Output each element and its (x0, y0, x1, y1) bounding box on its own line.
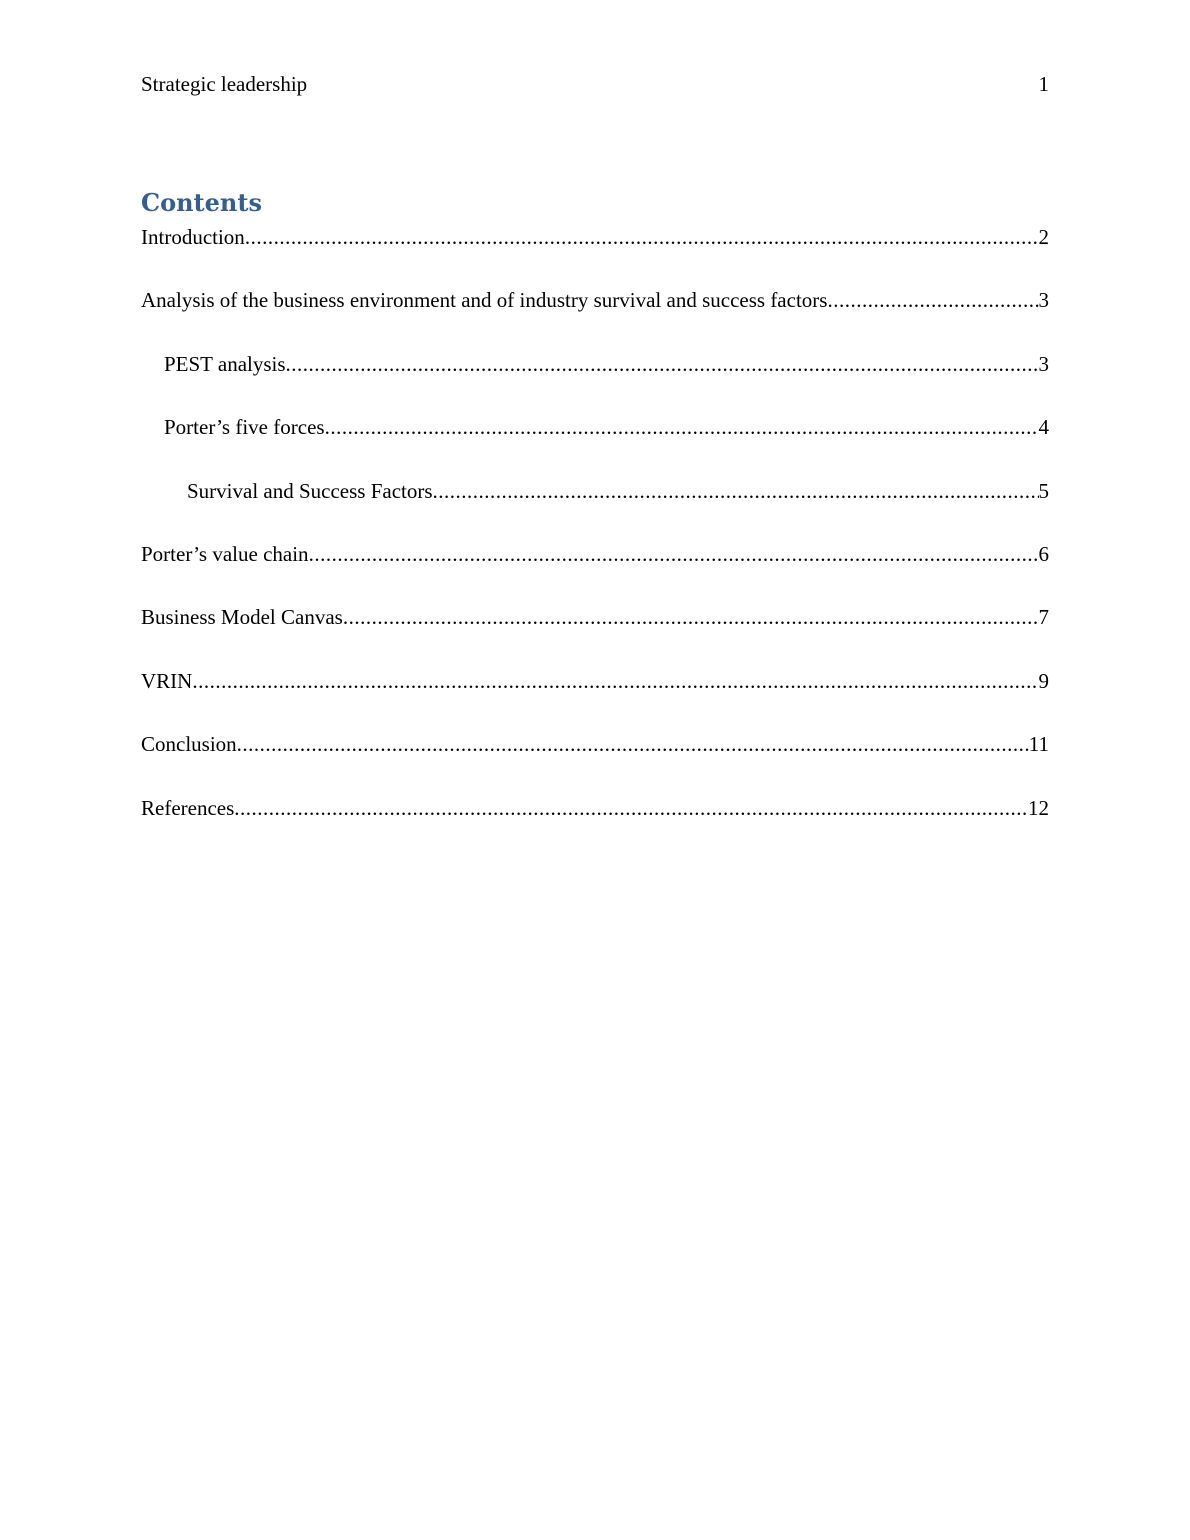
toc-entry-label: Conclusion (141, 732, 237, 757)
toc-entry-page: 7 (1038, 605, 1049, 630)
toc-entry-page: 3 (1038, 351, 1049, 376)
table-of-contents (141, 222, 1049, 856)
header-title: Strategic leadership (141, 72, 308, 96)
toc-entry-page: 3 (1038, 288, 1049, 313)
toc-entry-page: 11 (1028, 732, 1049, 757)
dot-leader (286, 349, 1039, 379)
dot-leader (433, 476, 1039, 506)
dot-leader (245, 222, 1039, 252)
header-page-number: 1 (1038, 72, 1049, 96)
toc-entry-references[interactable] (141, 793, 1049, 856)
toc-entry-label: Survival and Success Factors (187, 478, 433, 503)
dot-leader (827, 285, 1038, 315)
toc-entry-page: 5 (1038, 478, 1049, 503)
toc-entry-page: 9 (1038, 668, 1049, 693)
toc-entry-business-environment[interactable] (141, 285, 1049, 348)
toc-entry-business-model-canvas[interactable] (141, 602, 1049, 665)
dot-leader (234, 793, 1028, 823)
running-header (141, 70, 1049, 98)
toc-entry-vrin[interactable] (141, 666, 1049, 729)
toc-entry-page: 2 (1038, 225, 1049, 249)
toc-entry-porters-value-chain[interactable] (141, 539, 1049, 602)
toc-entry-label: Porter’s five forces (164, 415, 325, 440)
toc-entry-label: PEST analysis (164, 351, 286, 376)
toc-entry-label: Introduction (141, 225, 245, 249)
toc-entry-page: 12 (1028, 795, 1049, 820)
toc-entry-survival-success-factors[interactable] (141, 476, 1049, 539)
toc-entry-introduction[interactable] (141, 222, 1049, 285)
toc-entry-page: 6 (1038, 541, 1049, 566)
toc-entry-porters-five-forces[interactable] (141, 412, 1049, 475)
toc-entry-label: Porter’s value chain (141, 541, 309, 566)
toc-entry-page: 4 (1038, 415, 1049, 440)
toc-entry-label: Business Model Canvas (141, 605, 343, 630)
toc-heading: Contents (141, 188, 262, 217)
toc-entry-pest-analysis[interactable] (141, 349, 1049, 412)
toc-entry-label: Analysis of the business environment and of industry survival and success factors (141, 288, 828, 313)
dot-leader (192, 666, 1038, 696)
dot-leader (237, 729, 1029, 759)
dot-leader (325, 412, 1039, 442)
toc-entry-label: VRIN (141, 668, 193, 693)
dot-leader (309, 539, 1039, 569)
dot-leader (343, 602, 1039, 632)
toc-entry-label: References (141, 795, 235, 820)
toc-entry-conclusion[interactable] (141, 729, 1049, 792)
